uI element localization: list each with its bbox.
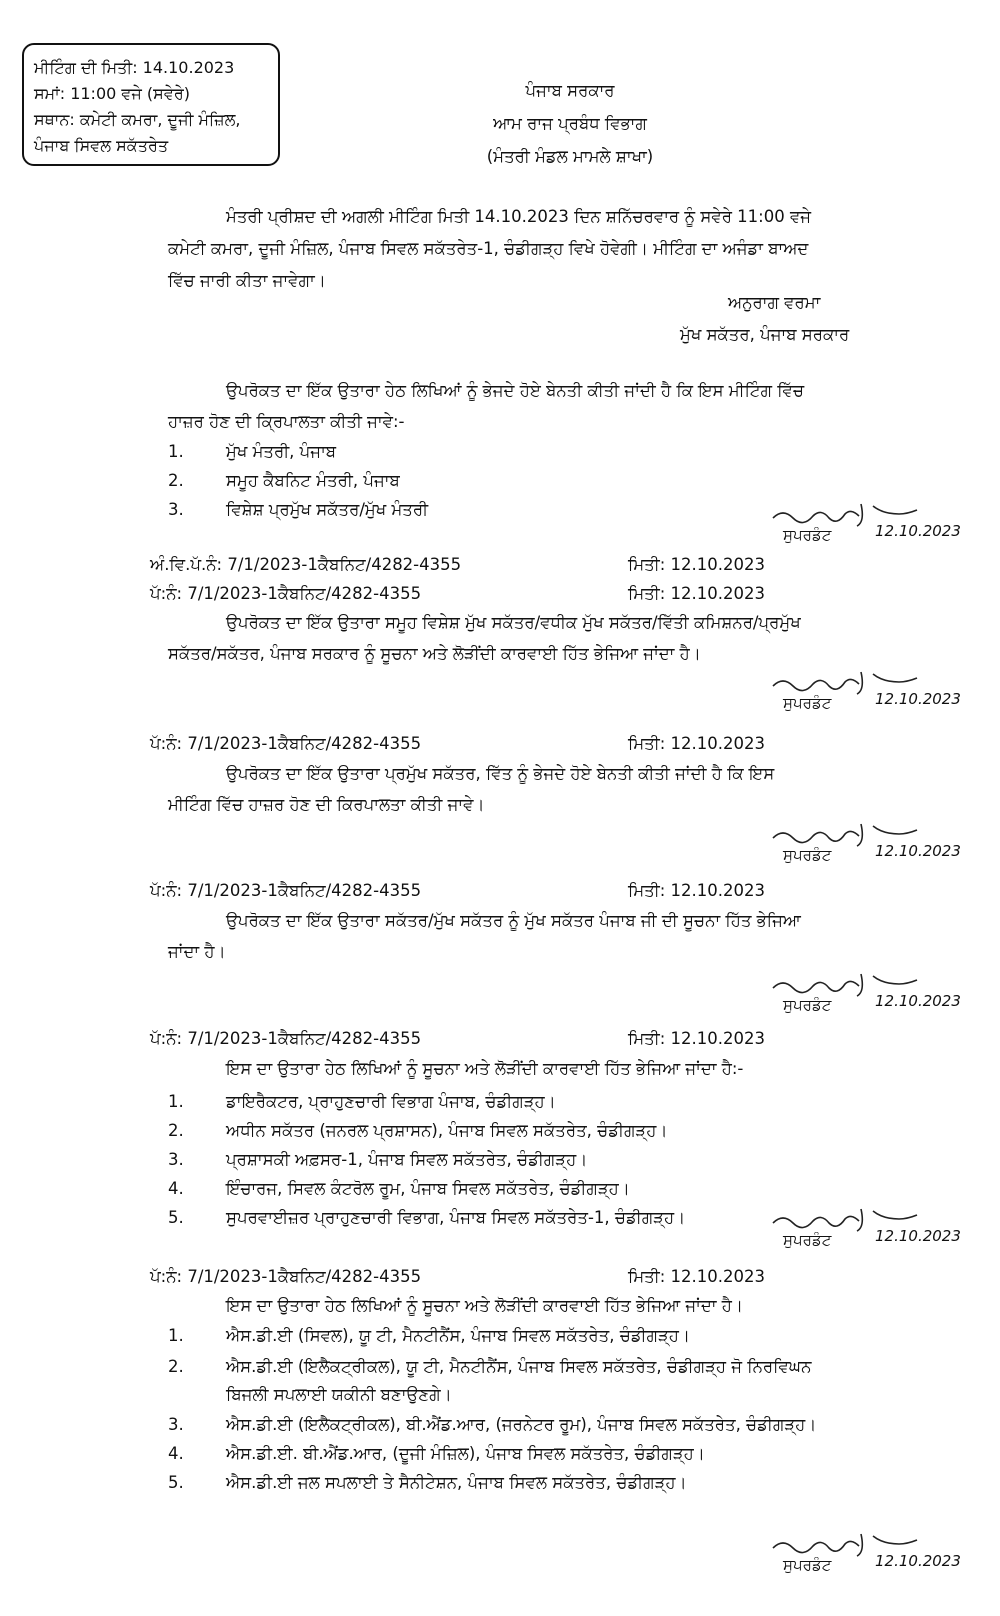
intro-line3: ਵਿੱਚ ਜਾਰੀ ਕੀਤਾ ਜਾਵੇਗਾ। bbox=[168, 271, 326, 290]
sec1-item-num: 1. bbox=[168, 442, 184, 461]
sec5-item-text: ਡਾਇਰੈਕਟਰ, ਪ੍ਰਾਹੁਣਚਾਰੀ ਵਿਭਾਗ ਪੰਜਾਬ, ਚੰਡੀਗੜ੍ਹ। bbox=[226, 1092, 556, 1111]
sec5-item-text: ਇੰਚਾਰਜ, ਸਿਵਲ ਕੰਟਰੋਲ ਰੂਮ, ਪੰਜਾਬ ਸਿਵਲ ਸਕੱਤਰੇਤ, ਚੰਡੀਗੜ੍ਹ। bbox=[226, 1179, 630, 1198]
sec1-item-text: ਵਿਸ਼ੇਸ਼ ਪ੍ਰਮੁੱਖ ਸਕੱਤਰ/ਮੁੱਖ ਮੰਤਰੀ bbox=[226, 500, 429, 519]
sec6-item-text: ਐਸ.ਡੀ.ਈ (ਇਲੈਕਟ੍ਰੀਕਲ), ਬੀ.ਐਂਡ.ਆਰ, (ਜਰਨੇਟਰ ਰੂਮ), ਪੰਜਾਬ ਸਿਵਲ ਸਕੱਤਰੇਤ, ਚੰਡੀਗੜ੍ਹ। bbox=[226, 1415, 817, 1434]
sec1-item-num: 3. bbox=[168, 500, 184, 519]
meeting-time: ਸਮਾਂ: 11:00 ਵਜੇ (ਸਵੇਰੇ) bbox=[34, 84, 191, 103]
signature-date: 12.10.2023 bbox=[875, 1552, 961, 1570]
superintendent-signature bbox=[765, 1205, 965, 1275]
reference-date: ਮਿਤੀ: 12.10.2023 bbox=[628, 555, 765, 574]
meeting-info-box bbox=[22, 43, 280, 166]
reference-number: ਅੰ.ਵਿ.ਪੱ.ਨੰ: 7/1/2023-1ਕੈਬਨਿਟ/4282-4355 bbox=[150, 555, 462, 574]
superintendent-signature bbox=[765, 500, 965, 570]
sec6-item-text: ਐਸ.ਡੀ.ਈ ਜਲ ਸਪਲਾਈ ਤੇ ਸੈਨੀਟੇਸ਼ਨ, ਪੰਜਾਬ ਸਿਵਲ ਸਕੱਤਰੇਤ, ਚੰਡੀਗੜ੍ਹ। bbox=[226, 1473, 687, 1492]
signature-date: 12.10.2023 bbox=[875, 842, 961, 860]
superintendent-signature bbox=[765, 1530, 965, 1600]
signatory-name: ਅਨੁਰਾਗ ਵਰਮਾ bbox=[728, 293, 821, 312]
meeting-place-line1: ਸਥਾਨ: ਕਮੇਟੀ ਕਮਰਾ, ਦੂਜੀ ਮੰਜ਼ਿਲ, bbox=[34, 110, 241, 129]
signature-label: ਸੁਪਰਡੰਟ bbox=[783, 526, 832, 544]
sec4-line2: ਜਾਂਦਾ ਹੈ। bbox=[168, 942, 226, 961]
signature-date: 12.10.2023 bbox=[875, 690, 961, 708]
intro-line1: ਮੰਤਰੀ ਪ੍ਰੀਸ਼ਦ ਦੀ ਅਗਲੀ ਮੀਟਿੰਗ ਮਿਤੀ 14.10.2023 ਦਿਨ ਸ਼ਨਿੱਚਰਵਾਰ ਨੂੰ ਸਵੇਰੇ 11:00 ਵਜੇ bbox=[226, 207, 812, 226]
sec5-item-text: ਪ੍ਰਸ਼ਾਸਕੀ ਅਫ਼ਸਰ-1, ਪੰਜਾਬ ਸਿਵਲ ਸਕੱਤਰੇਤ, ਚੰਡੀਗੜ੍ਹ। bbox=[226, 1150, 588, 1169]
sec6-item-num: 2. bbox=[168, 1357, 184, 1376]
reference-date: ਮਿਤੀ: 12.10.2023 bbox=[628, 1029, 765, 1048]
sec6-item-num: 1. bbox=[168, 1326, 184, 1345]
reference-number: ਪੱ:ਨੰ: 7/1/2023-1ਕੈਬਨਿਟ/4282-4355 bbox=[150, 1029, 422, 1048]
sec2-line1: ਉਪਰੋਕਤ ਦਾ ਇੱਕ ਉਤਾਰਾ ਸਮੂਹ ਵਿਸ਼ੇਸ਼ ਮੁੱਖ ਸਕੱਤਰ/ਵਧੀਕ ਮੁੱਖ ਸਕੱਤਰ/ਵਿੱਤੀ ਕਮਿਸ਼ਨਰ/ਪ੍ਰਮੁੱਖ bbox=[226, 613, 801, 632]
sec5-item-num: 3. bbox=[168, 1150, 184, 1169]
sec5-item-text: ਅਧੀਨ ਸਕੱਤਰ (ਜਨਰਲ ਪ੍ਰਸ਼ਾਸਨ), ਪੰਜਾਬ ਸਿਵਲ ਸਕੱਤਰੇਤ, ਚੰਡੀਗੜ੍ਹ। bbox=[226, 1121, 668, 1140]
reference-number: ਪੱ:ਨੰ: 7/1/2023-1ਕੈਬਨਿਟ/4282-4355 bbox=[150, 734, 422, 753]
sec6-item-text: ਐਸ.ਡੀ.ਈ (ਸਿਵਲ), ਯੂ ਟੀ, ਮੈਨਟੀਨੈਂਸ, ਪੰਜਾਬ ਸਿਵਲ ਸਕੱਤਰੇਤ, ਚੰਡੀਗੜ੍ਹ। bbox=[226, 1326, 691, 1345]
sec1-line1: ਉਪਰੋਕਤ ਦਾ ਇੱਕ ਉਤਾਰਾ ਹੇਠ ਲਿਖਿਆਂ ਨੂੰ ਭੇਜਦੇ ਹੋਏ ਬੇਨਤੀ ਕੀਤੀ ਜਾਂਦੀ ਹੈ ਕਿ ਇਸ ਮੀਟਿੰਗ ਵਿੱਚ bbox=[226, 381, 804, 400]
sec1-line2: ਹਾਜ਼ਰ ਹੋਣ ਦੀ ਕ੍ਰਿਪਾਲਤਾ ਕੀਤੀ ਜਾਵੇ:- bbox=[168, 412, 405, 431]
sec6-para: ਇਸ ਦਾ ਉਤਾਰਾ ਹੇਠ ਲਿਖਿਆਂ ਨੂੰ ਸੂਚਨਾ ਅਤੇ ਲੋੜੀਂਦੀ ਕਾਰਵਾਈ ਹਿੱਤ ਭੇਜਿਆ ਜਾਂਦਾ ਹੈ। bbox=[226, 1296, 743, 1315]
reference-date: ਮਿਤੀ: 12.10.2023 bbox=[628, 584, 765, 603]
sec5-item-num: 2. bbox=[168, 1121, 184, 1140]
sec4-line1: ਉਪਰੋਕਤ ਦਾ ਇੱਕ ਉਤਾਰਾ ਸਕੱਤਰ/ਮੁੱਖ ਸਕੱਤਰ ਨੂੰ ਮੁੱਖ ਸਕੱਤਰ ਪੰਜਾਬ ਜੀ ਦੀ ਸੂਚਨਾ ਹਿੱਤ ਭੇਜਿਆ bbox=[226, 911, 801, 930]
sec5-item-num: 4. bbox=[168, 1179, 184, 1198]
superintendent-signature bbox=[765, 970, 965, 1040]
sec6-item-num: 4. bbox=[168, 1444, 184, 1463]
sec5-item-text: ਸੁਪਰਵਾਈਜ਼ਰ ਪ੍ਰਾਹੁਣਚਾਰੀ ਵਿਭਾਗ, ਪੰਜਾਬ ਸਿਵਲ ਸਕੱਤਰੇਤ-1, ਚੰਡੀਗੜ੍ਹ। bbox=[226, 1208, 686, 1227]
signature-label: ਸੁਪਰਡੰਟ bbox=[783, 846, 832, 864]
sec3-line1: ਉਪਰੋਕਤ ਦਾ ਇੱਕ ਉਤਾਰਾ ਪ੍ਰਮੁੱਖ ਸਕੱਤਰ, ਵਿੱਤ ਨੂੰ ਭੇਜਦੇ ਹੋਏ ਬੇਨਤੀ ਕੀਤੀ ਜਾਂਦੀ ਹੈ ਕਿ ਇਸ bbox=[226, 764, 775, 783]
sec1-item-num: 2. bbox=[168, 471, 184, 490]
superintendent-signature bbox=[765, 820, 965, 890]
signatory-title: ਮੁੱਖ ਸਕੱਤਰ, ਪੰਜਾਬ ਸਰਕਾਰ bbox=[680, 325, 850, 344]
sec2-line2: ਸਕੱਤਰ/ਸਕੱਤਰ, ਪੰਜਾਬ ਸਰਕਾਰ ਨੂੰ ਸੂਚਨਾ ਅਤੇ ਲੋੜੀਂਦੀ ਕਾਰਵਾਈ ਹਿੱਤ ਭੇਜਿਆ ਜਾਂਦਾ ਹੈ। bbox=[168, 644, 701, 663]
sec3-line2: ਮੀਟਿੰਗ ਵਿੱਚ ਹਾਜ਼ਰ ਹੋਣ ਦੀ ਕਿਰਪਾਲਤਾ ਕੀਤੀ ਜਾਵੇ। bbox=[168, 795, 485, 814]
superintendent-signature bbox=[765, 668, 965, 738]
meeting-date: ਮੀਟਿੰਗ ਦੀ ਮਿਤੀ: 14.10.2023 bbox=[34, 58, 235, 77]
reference-date: ਮਿਤੀ: 12.10.2023 bbox=[628, 1267, 765, 1286]
sec5-para: ਇਸ ਦਾ ਉਤਾਰਾ ਹੇਠ ਲਿਖਿਆਂ ਨੂੰ ਸੂਚਨਾ ਅਤੇ ਲੋੜੀਂਦੀ ਕਾਰਵਾਈ ਹਿੱਤ ਭੇਜਿਆ ਜਾਂਦਾ ਹੈ:- bbox=[226, 1059, 744, 1078]
signature-label: ਸੁਪਰਡੰਟ bbox=[783, 1556, 832, 1574]
meeting-place-line2: ਪੰਜਾਬ ਸਿਵਲ ਸਕੱਤਰੇਤ bbox=[34, 136, 169, 155]
header-department: ਆਮ ਰਾਜ ਪ੍ਰਬੰਧ ਵਿਭਾਗ bbox=[493, 114, 647, 133]
sec6-item-text: ਐਸ.ਡੀ.ਈ (ਇਲੈਕਟ੍ਰੀਕਲ), ਯੂ ਟੀ, ਮੈਨਟੀਨੈਂਸ, ਪੰਜਾਬ ਸਿਵਲ ਸਕੱਤਰੇਤ, ਚੰਡੀਗੜ੍ਹ ਜੋ ਨਿਰਵਿਘਨ bbox=[226, 1357, 812, 1376]
sec1-item-text: ਮੁੱਖ ਮੰਤਰੀ, ਪੰਜਾਬ bbox=[226, 442, 337, 461]
signature-date: 12.10.2023 bbox=[875, 522, 961, 540]
signature-date: 12.10.2023 bbox=[875, 992, 961, 1010]
sec6-item-num: 5. bbox=[168, 1473, 184, 1492]
sec6-item-text-cont: ਬਿਜਲੀ ਸਪਲਾਈ ਯਕੀਨੀ ਬਣਾਉਣਗੇ। bbox=[226, 1385, 452, 1404]
reference-date: ਮਿਤੀ: 12.10.2023 bbox=[628, 734, 765, 753]
signature-label: ਸੁਪਰਡੰਟ bbox=[783, 1231, 832, 1249]
header-branch: (ਮੰਤਰੀ ਮੰਡਲ ਮਾਮਲੇ ਸ਼ਾਖਾ) bbox=[486, 147, 654, 166]
intro-line2: ਕਮੇਟੀ ਕਮਰਾ, ਦੂਜੀ ਮੰਜ਼ਿਲ, ਪੰਜਾਬ ਸਿਵਲ ਸਕੱਤਰੇਤ-1, ਚੰਡੀਗੜ੍ਹ ਵਿਖੇ ਹੋਵੇਗੀ। ਮੀਟਿੰਗ ਦਾ ਅਜੰਡਾ ਬਾਅਦ bbox=[168, 239, 809, 258]
reference-number: ਪੱ:ਨੰ: 7/1/2023-1ਕੈਬਨਿਟ/4282-4355 bbox=[150, 1267, 422, 1286]
signature-date: 12.10.2023 bbox=[875, 1227, 961, 1245]
signature-label: ਸੁਪਰਡੰਟ bbox=[783, 694, 832, 712]
sec6-item-num: 3. bbox=[168, 1415, 184, 1434]
signature-label: ਸੁਪਰਡੰਟ bbox=[783, 996, 832, 1014]
reference-number: ਪੱ:ਨੰ: 7/1/2023-1ਕੈਬਨਿਟ/4282-4355 bbox=[150, 584, 422, 603]
sec5-item-num: 1. bbox=[168, 1092, 184, 1111]
reference-date: ਮਿਤੀ: 12.10.2023 bbox=[628, 881, 765, 900]
sec1-item-text: ਸਮੂਹ ਕੈਬਨਿਟ ਮੰਤਰੀ, ਪੰਜਾਬ bbox=[226, 471, 400, 490]
sec6-item-text: ਐਸ.ਡੀ.ਈ. ਬੀ.ਐਂਡ.ਆਰ, (ਦੂਜੀ ਮੰਜ਼ਿਲ), ਪੰਜਾਬ ਸਿਵਲ ਸਕੱਤਰੇਤ, ਚੰਡੀਗੜ੍ਹ। bbox=[226, 1444, 705, 1463]
reference-number: ਪੱ:ਨੰ: 7/1/2023-1ਕੈਬਨਿਟ/4282-4355 bbox=[150, 881, 422, 900]
header-government: ਪੰਜਾਬ ਸਰਕਾਰ bbox=[525, 81, 615, 100]
sec5-item-num: 5. bbox=[168, 1208, 184, 1227]
